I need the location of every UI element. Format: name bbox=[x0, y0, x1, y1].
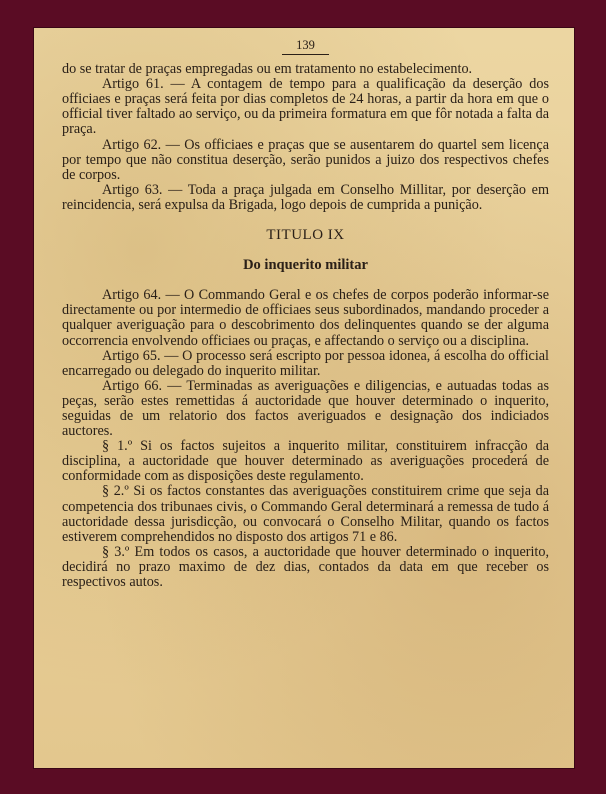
section-subtitle: Do inquerito militar bbox=[243, 257, 368, 274]
page-number-text: 139 bbox=[282, 38, 329, 55]
document-page bbox=[34, 28, 574, 768]
paragraph-artigo-63: Artigo 63. — Toda a praça julgada em Conselho Millitar, por deserção em reincidencia, será expulsa da Brigada, logo depois de cumprida a punição. bbox=[62, 181, 549, 213]
paragraph-artigo-62: Artigo 62. — Os officiaes e praças que se ausentarem do quartel sem licença por tempo que não constitua deserção, serão punidos a juizo dos respectivos chefes de corpos. bbox=[62, 136, 549, 183]
paragraph-artigo-65: Artigo 65. — O processo será escripto por pessoa idonea, á escolha do official encarregado ou delegado do inquerito militar. bbox=[62, 347, 549, 379]
paragraph-artigo-64: Artigo 64. — O Commando Geral e os chefes de corpos poderão informar-se directamente ou por intermedio de officiaes seus subordinados, mandando proceder a qualquer averiguação para o descobrimento dos delinquentes quando se der alguma occorrencia envolvendo officiaes ou praças, e affectando o serviço ou a disciplina. bbox=[62, 287, 549, 349]
paragraph-continuation: do se tratar de praças empregadas ou em tratamento no estabelecimento. bbox=[62, 61, 473, 78]
paragraph-artigo-61: Artigo 61. — A contagem de tempo para a qualificação da deserção dos officiaes e praças será feita por dias completos de 24 horas, a partir da hora em que o official tiver faltado ao serviço, ou da primeira formatura em que fôr notada a falta da praça. bbox=[62, 76, 549, 138]
section-title: TITULO IX bbox=[266, 227, 345, 244]
page-number bbox=[62, 38, 549, 55]
paragraph-section-2: § 2.º Si os factos constantes das averiguações constituirem crime que seja da competencia dos tribunaes civis, o Commando Geral determinará a remessa de tudo á auctoridade dessa jurisdicção, ou convocará o Conselho Militar, quando os factos estiverem comprehendidos no disposto dos artigos 71 e 86. bbox=[62, 483, 549, 545]
paragraph-section-3: § 3.º Em todos os casos, a auctoridade que houver determinado o inquerito, decidirá no prazo maximo de dez dias, contados da data em que receber os respectivos autos. bbox=[62, 543, 549, 590]
paragraph-artigo-66: Artigo 66. — Terminadas as averiguações e diligencias, e autuadas todas as peças, serão estes remettidas á auctoridade que houver determinado o inquerito, seguidas de um relatorio dos factos averiguados e designação dos indiciados auctores. bbox=[62, 377, 549, 440]
page-text bbox=[62, 38, 549, 590]
paragraph-section-1: § 1.º Si os factos sujeitos a inquerito militar, constituirem infracção da disciplina, a auctoridade que houver determinado as averiguações procederá de conformidade com as disposições deste regulamento. bbox=[62, 438, 549, 485]
